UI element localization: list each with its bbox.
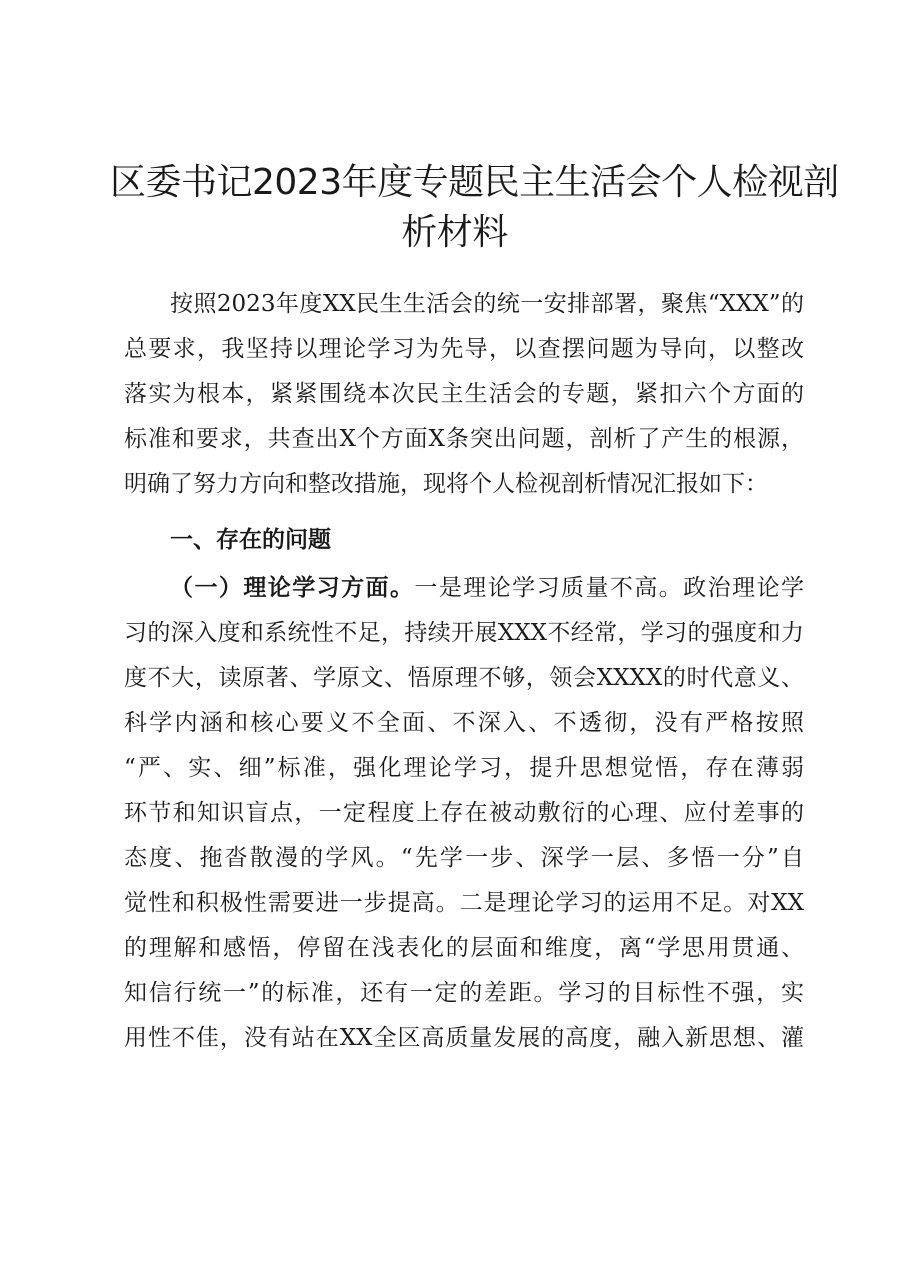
intro-paragraph [124,282,804,507]
theory-line-4: 科学内涵和核心要义不全面、不深入、不透彻，没有严格按照 [124,710,804,736]
theory-line-6: 环节和知识盲点，一定程度上存在被动敷衍的心理、应付差事的 [124,800,804,826]
theory-study-paragraph [124,566,804,1061]
intro-line-1: 按照2023年度XX民生生活会的统一安排部署，聚焦“XXX”的 [170,291,804,317]
intro-line-2: 总要求，我坚持以理论学习为先导，以查摆问题为导向，以整改 [124,336,804,362]
title-line-2: 析材料 [401,212,508,253]
title-line-1: 区委书记2023年度专题民主生活会个人检视剖 [110,162,839,203]
intro-line-5: 明确了努力方向和整改措施，现将个人检视剖析情况汇报如下： [124,471,768,497]
theory-line-2: 习的深入度和系统性不足，持续开展XXX不经常，学习的强度和力 [124,620,804,646]
theory-line-1 [124,566,804,611]
intro-line-3: 落实为根本，紧紧围绕本次民主生活会的专题，紧扣六个方面的 [124,381,804,407]
subsection-heading-theory: （一）理论学习方面。 [170,575,415,601]
theory-line-7: 态度、拖沓散漫的学风。“先学一步、深学一层、多悟一分”自 [124,845,804,871]
theory-line-8: 觉性和积极性需要进一步提高。二是理论学习的运用不足。对XX [124,890,804,916]
document-title [110,158,839,258]
theory-line-10: 知信行统一”的标准，还有一定的差距。学习的目标性不强，实 [124,980,804,1006]
theory-line-11: 用性不佳，没有站在XX全区高质量发展的高度，融入新思想、灌 [124,1025,804,1051]
document-body [124,282,804,1061]
theory-line-5: “严、实、细”标准，强化理论学习，提升思想觉悟，存在薄弱 [124,755,804,781]
section-heading-problems: 一、存在的问题 [170,527,331,553]
theory-line-9: 的理解和感悟，停留在浅表化的层面和维度，离“学思用贯通、 [124,935,804,961]
intro-line-4: 标准和要求，共查出X个方面X条突出问题，剖析了产生的根源， [124,426,804,452]
theory-line-3: 度不大，读原著、学原文、悟原理不够，领会XXXX的时代意义、 [124,665,804,691]
theory-line-1-text: 一是理论学习质量不高。政治理论学 [414,575,805,601]
